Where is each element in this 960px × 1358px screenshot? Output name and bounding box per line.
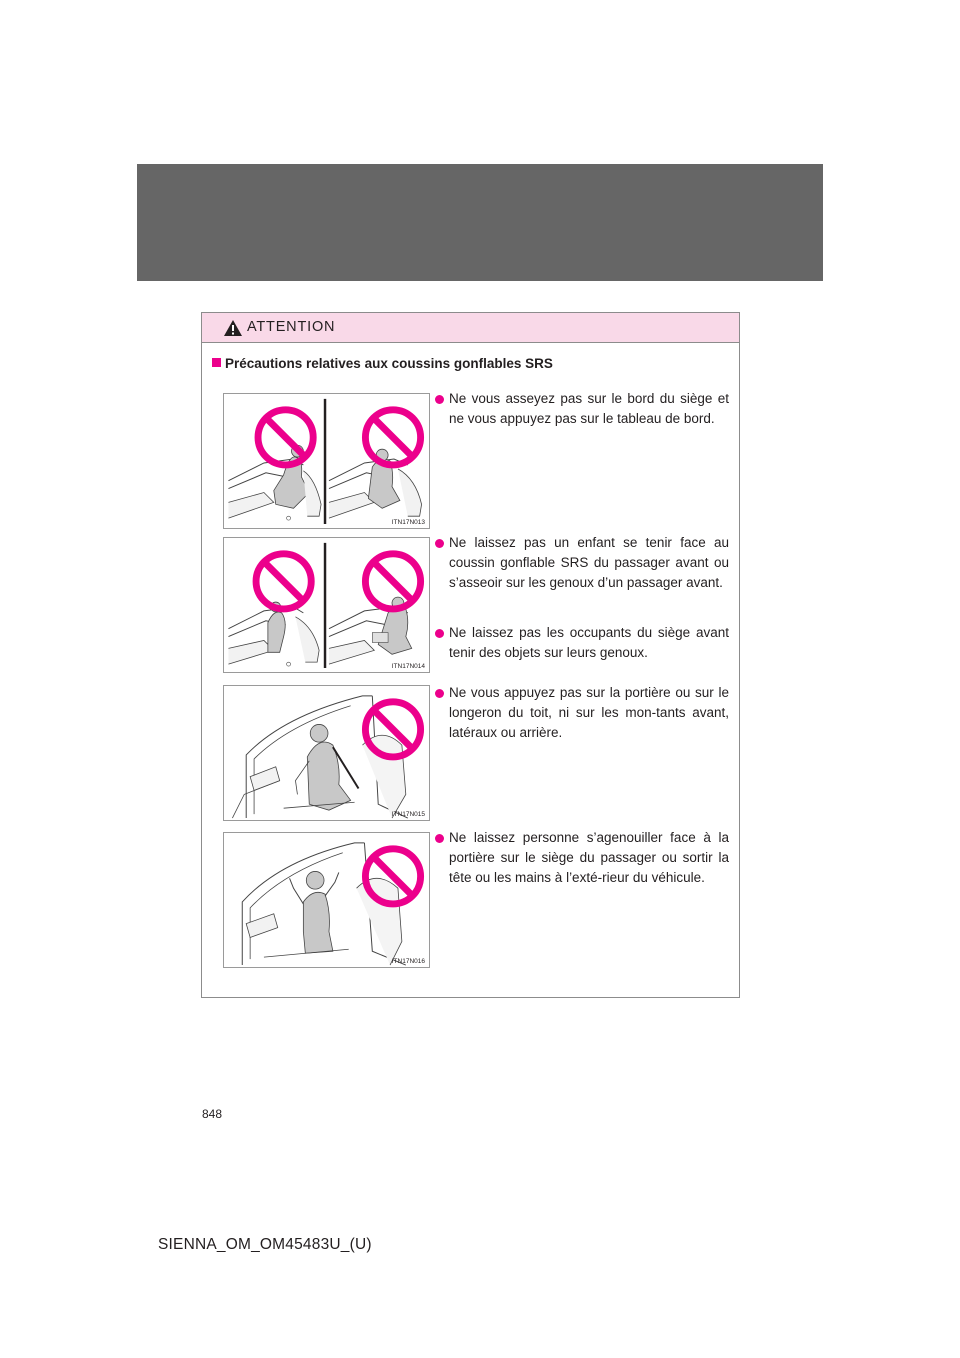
bullet-item [435,683,729,743]
figure-code: ITN17N016 [391,958,425,965]
prohibition-icon [256,554,311,609]
bullet-text: Ne vous appuyez pas sur la portière ou sur le longeron du toit, ni sur les mon-tants avant, latéraux ou arrière. [449,685,729,740]
header-band [137,164,823,281]
page-number: 848 [202,1107,223,1121]
figure-1 [223,393,430,529]
figure-3-illustration [224,686,429,820]
section-heading [212,356,553,371]
bullet-item [435,623,729,663]
figure-4-illustration [224,833,429,967]
bullet-text: Ne laissez personne s’agenouiller face à la portière sur le siège du passager ou sortir la tête ou les mains à l’exté-rieur du véhicule. [449,830,729,885]
attention-box [201,312,740,998]
bullet-dot-icon [435,629,444,638]
prohibition-icon [258,410,313,465]
figure-4 [223,832,430,968]
attention-title: ATTENTION [247,319,336,335]
bullet-text: Ne laissez pas un enfant se tenir face au coussin gonflable SRS du passager avant ou s’asseoir sur les genoux d’un passager avant. [449,535,729,590]
figure-code: ITN17N013 [391,519,425,526]
figure-2-illustration [224,538,429,672]
warning-triangle-icon [223,319,243,337]
figure-1-illustration [224,394,429,528]
figure-2 [223,537,430,673]
section-heading-text: Précautions relatives aux coussins gonflables SRS [225,356,553,371]
square-bullet-icon [212,358,221,367]
bullet-item [435,533,729,593]
bullet-text: Ne laissez pas les occupants du siège avant tenir des objets sur leurs genoux. [449,625,729,660]
bullet-item [435,828,729,888]
footer-code: SIENNA_OM_OM45483U_(U) [158,1236,372,1253]
bullet-dot-icon [435,689,444,698]
figure-code: ITN17N015 [391,811,425,818]
figure-3 [223,685,430,821]
attention-header [202,313,739,343]
bullet-dot-icon [435,834,444,843]
figure-code: ITN17N014 [391,663,425,670]
bullet-text: Ne vous asseyez pas sur le bord du siège et ne vous appuyez pas sur le tableau de bord. [449,391,729,426]
bullet-dot-icon [435,539,444,548]
bullet-item [435,389,729,429]
prohibition-icon [365,410,420,465]
bullet-dot-icon [435,395,444,404]
